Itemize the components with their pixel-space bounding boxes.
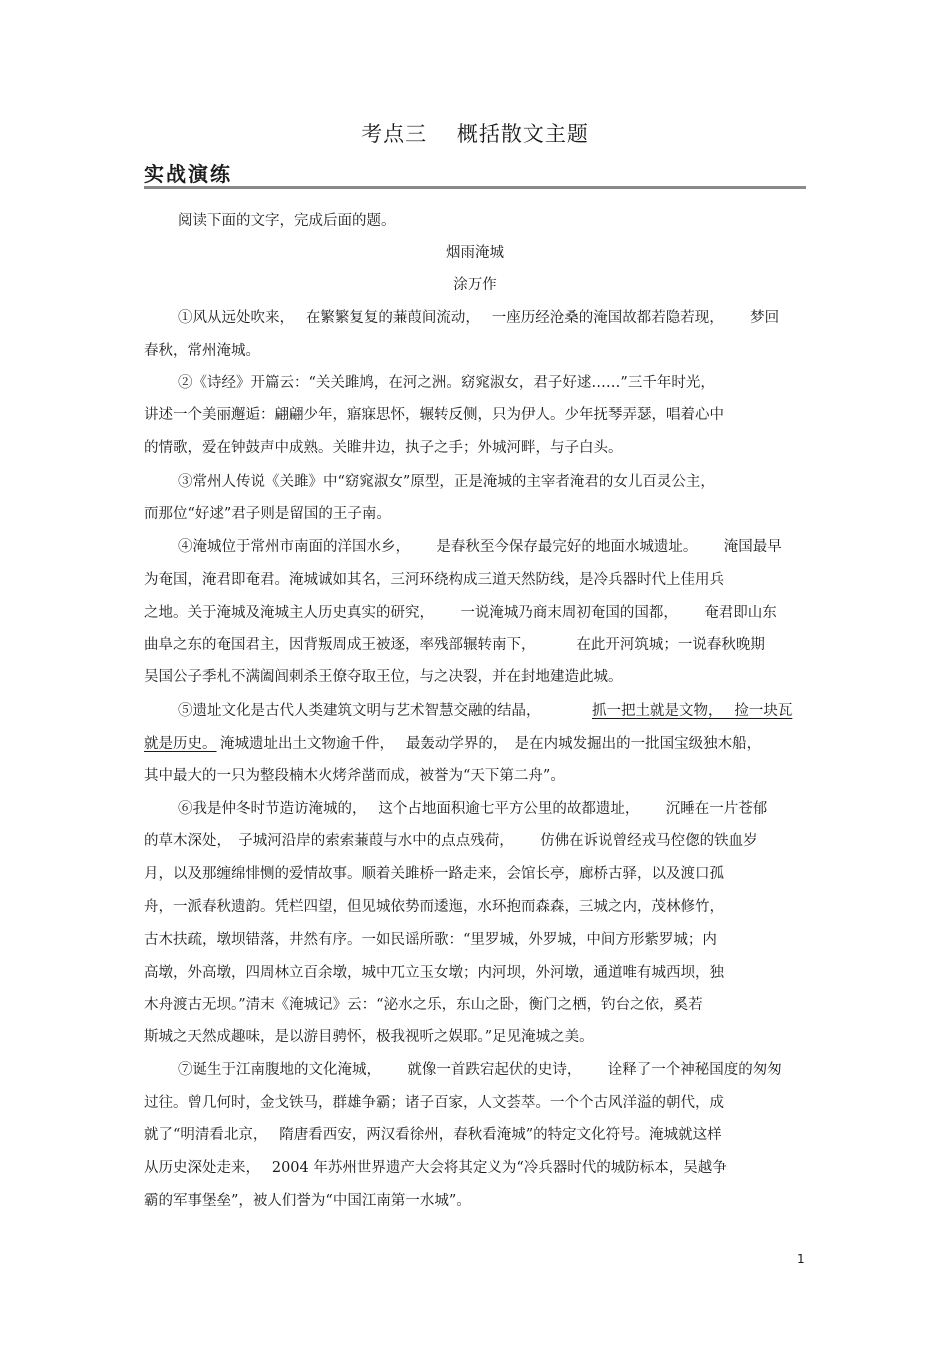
paragraph-line: 高墩，外高墩，四周林立百余墩，城中兀立玉女墩；内河坝，外河墩，通道唯有城西坝，独 <box>144 965 724 981</box>
paragraph-line: 春秋，常州淹城。 <box>144 343 260 359</box>
paragraph-line: 过往。曾几何时，金戈铁马，群雄争霸；诸子百家，人文荟萃。一个个古风洋溢的朝代，成 <box>144 1095 724 1111</box>
paragraph-line: ①风从远处吹来， 在繁繁复复的蒹葭间流动， 一座历经沧桑的淹国故都若隐若现， 梦回 <box>178 310 780 326</box>
paragraph-line: 的情歌，爱在钟鼓声中成熟。关睢井边，执子之手；外城河畔，与子白头。 <box>144 440 623 456</box>
paragraph-line: 之地。关于淹城及淹城主人历史真实的研究， 一说淹城乃商末周初奄国的国都， 奄君即山东 <box>144 605 777 621</box>
paragraph-line: 霸的军事堡垒”，被人们誉为“中国江南第一水城”。 <box>144 1193 471 1209</box>
page-number: 1 <box>797 1252 805 1266</box>
section-rule <box>144 186 806 189</box>
paragraph-line: 从历史深处走来， 2004 年苏州世界遗产大会将其定义为“冷兵器时代的城防标本，吴越争 <box>144 1160 727 1176</box>
paragraph-line: 木舟渡古无坝。”清末《淹城记》云：“泌水之乐，东山之卧，衡门之栖，钓台之依，奚若 <box>144 997 703 1013</box>
paragraph-line: 为奄国，淹君即奄君。淹城诚如其名，三河环绕构成三道天然防线，是冷兵器时代上佳用兵 <box>144 572 724 588</box>
paragraph-line: 淹城遗址出土文物逾千件， 最轰动学界的， 是在内城发掘出的一批国宝级独木船， <box>220 736 762 752</box>
paragraph-line: 吴国公子季札不满阖闾刺杀王僚夺取王位，与之决裂，并在封地建造此城。 <box>144 669 623 685</box>
underlined-sentence: 就是历史。 <box>144 736 217 752</box>
paragraph-line: ⑥我是仲冬时节造访淹城的， 这个占地面积逾七平方公里的故都遗址， 沉睡在一片苍郁 <box>178 801 768 817</box>
paragraph-line: ⑤遗址文化是古代人类建筑文明与艺术智慧交融的结晶， <box>178 703 577 719</box>
paragraph-line: 古木扶疏，墩坝错落，井然有序。一如民谣所歌：“里罗城，外罗城，中间方形紫罗城；内 <box>144 932 717 948</box>
paragraph-line: 斯城之天然成趣味，是以游目骋怀，极我视听之娱耶。”足见淹城之美。 <box>144 1029 594 1045</box>
paragraph-line: 而那位“好逑”君子则是留国的王子南。 <box>144 506 391 522</box>
page-title: 考点三 概括散文主题 <box>361 122 589 146</box>
underlined-sentence: 抓一把土就是文物， 捡一块瓦 <box>592 703 793 719</box>
section-header: 实战演练 <box>144 162 232 186</box>
paragraph-line: ③常州人传说《关雎》中“窈窕淑女”原型，正是淹城的主宰者淹君的女儿百灵公主， <box>178 474 715 490</box>
article-author: 涂万作 <box>453 277 497 293</box>
paragraph-line: 讲述一个美丽邂逅：翩翩少年，寤寐思怀，辗转反侧，只为伊人。少年抚琴弄瑟，唱着心中 <box>144 407 724 423</box>
paragraph-line: 曲阜之东的奄国君主，因背叛周成王被逐，率残部辗转南下， 在此开河筑城；一说春秋晚期 <box>144 637 765 653</box>
article-title: 烟雨淹城 <box>446 245 504 261</box>
paragraph-line: 其中最大的一只为整段楠木火烤斧凿而成，被誉为“天下第二舟”。 <box>144 768 565 784</box>
instruction-text: 阅读下面的文字，完成后面的题。 <box>178 213 396 229</box>
paragraph-line: 就了“明清看北京， 隋唐看西安，两汉看徐州，春秋看淹城”的特定文化符号。淹城就这样 <box>144 1127 722 1143</box>
paragraph-line: 的草木深处， 子城河沿岸的索索蒹葭与水中的点点残荷， 仿佛在诉说曾经戎马倥偬的铁血岁 <box>144 833 758 849</box>
paragraph-line: ②《诗经》开篇云：“关关雎鸠，在河之洲。窈窕淑女，君子好逑……”三千年时光， <box>178 375 715 391</box>
paragraph-line: ⑦诞生于江南腹地的文化淹城， 就像一首跌宕起伏的史诗， 诠释了一个神秘国度的匆匆 <box>178 1062 782 1078</box>
paragraph-line: 月，以及那缠绵悱恻的爱情故事。顺着关雎桥一路走来，会馆长亭，廊桥古驿，以及渡口孤 <box>144 866 724 882</box>
paragraph-line: 舟，一派春秋遗韵。凭栏四望，但见城依势而逶迤，水环抱而森森，三城之内，茂林修竹， <box>144 899 724 915</box>
paragraph-line: ④淹城位于常州市南面的洋国水乡， 是春秋至今保存最完好的地面水城遗址。 淹国最早 <box>178 539 782 555</box>
